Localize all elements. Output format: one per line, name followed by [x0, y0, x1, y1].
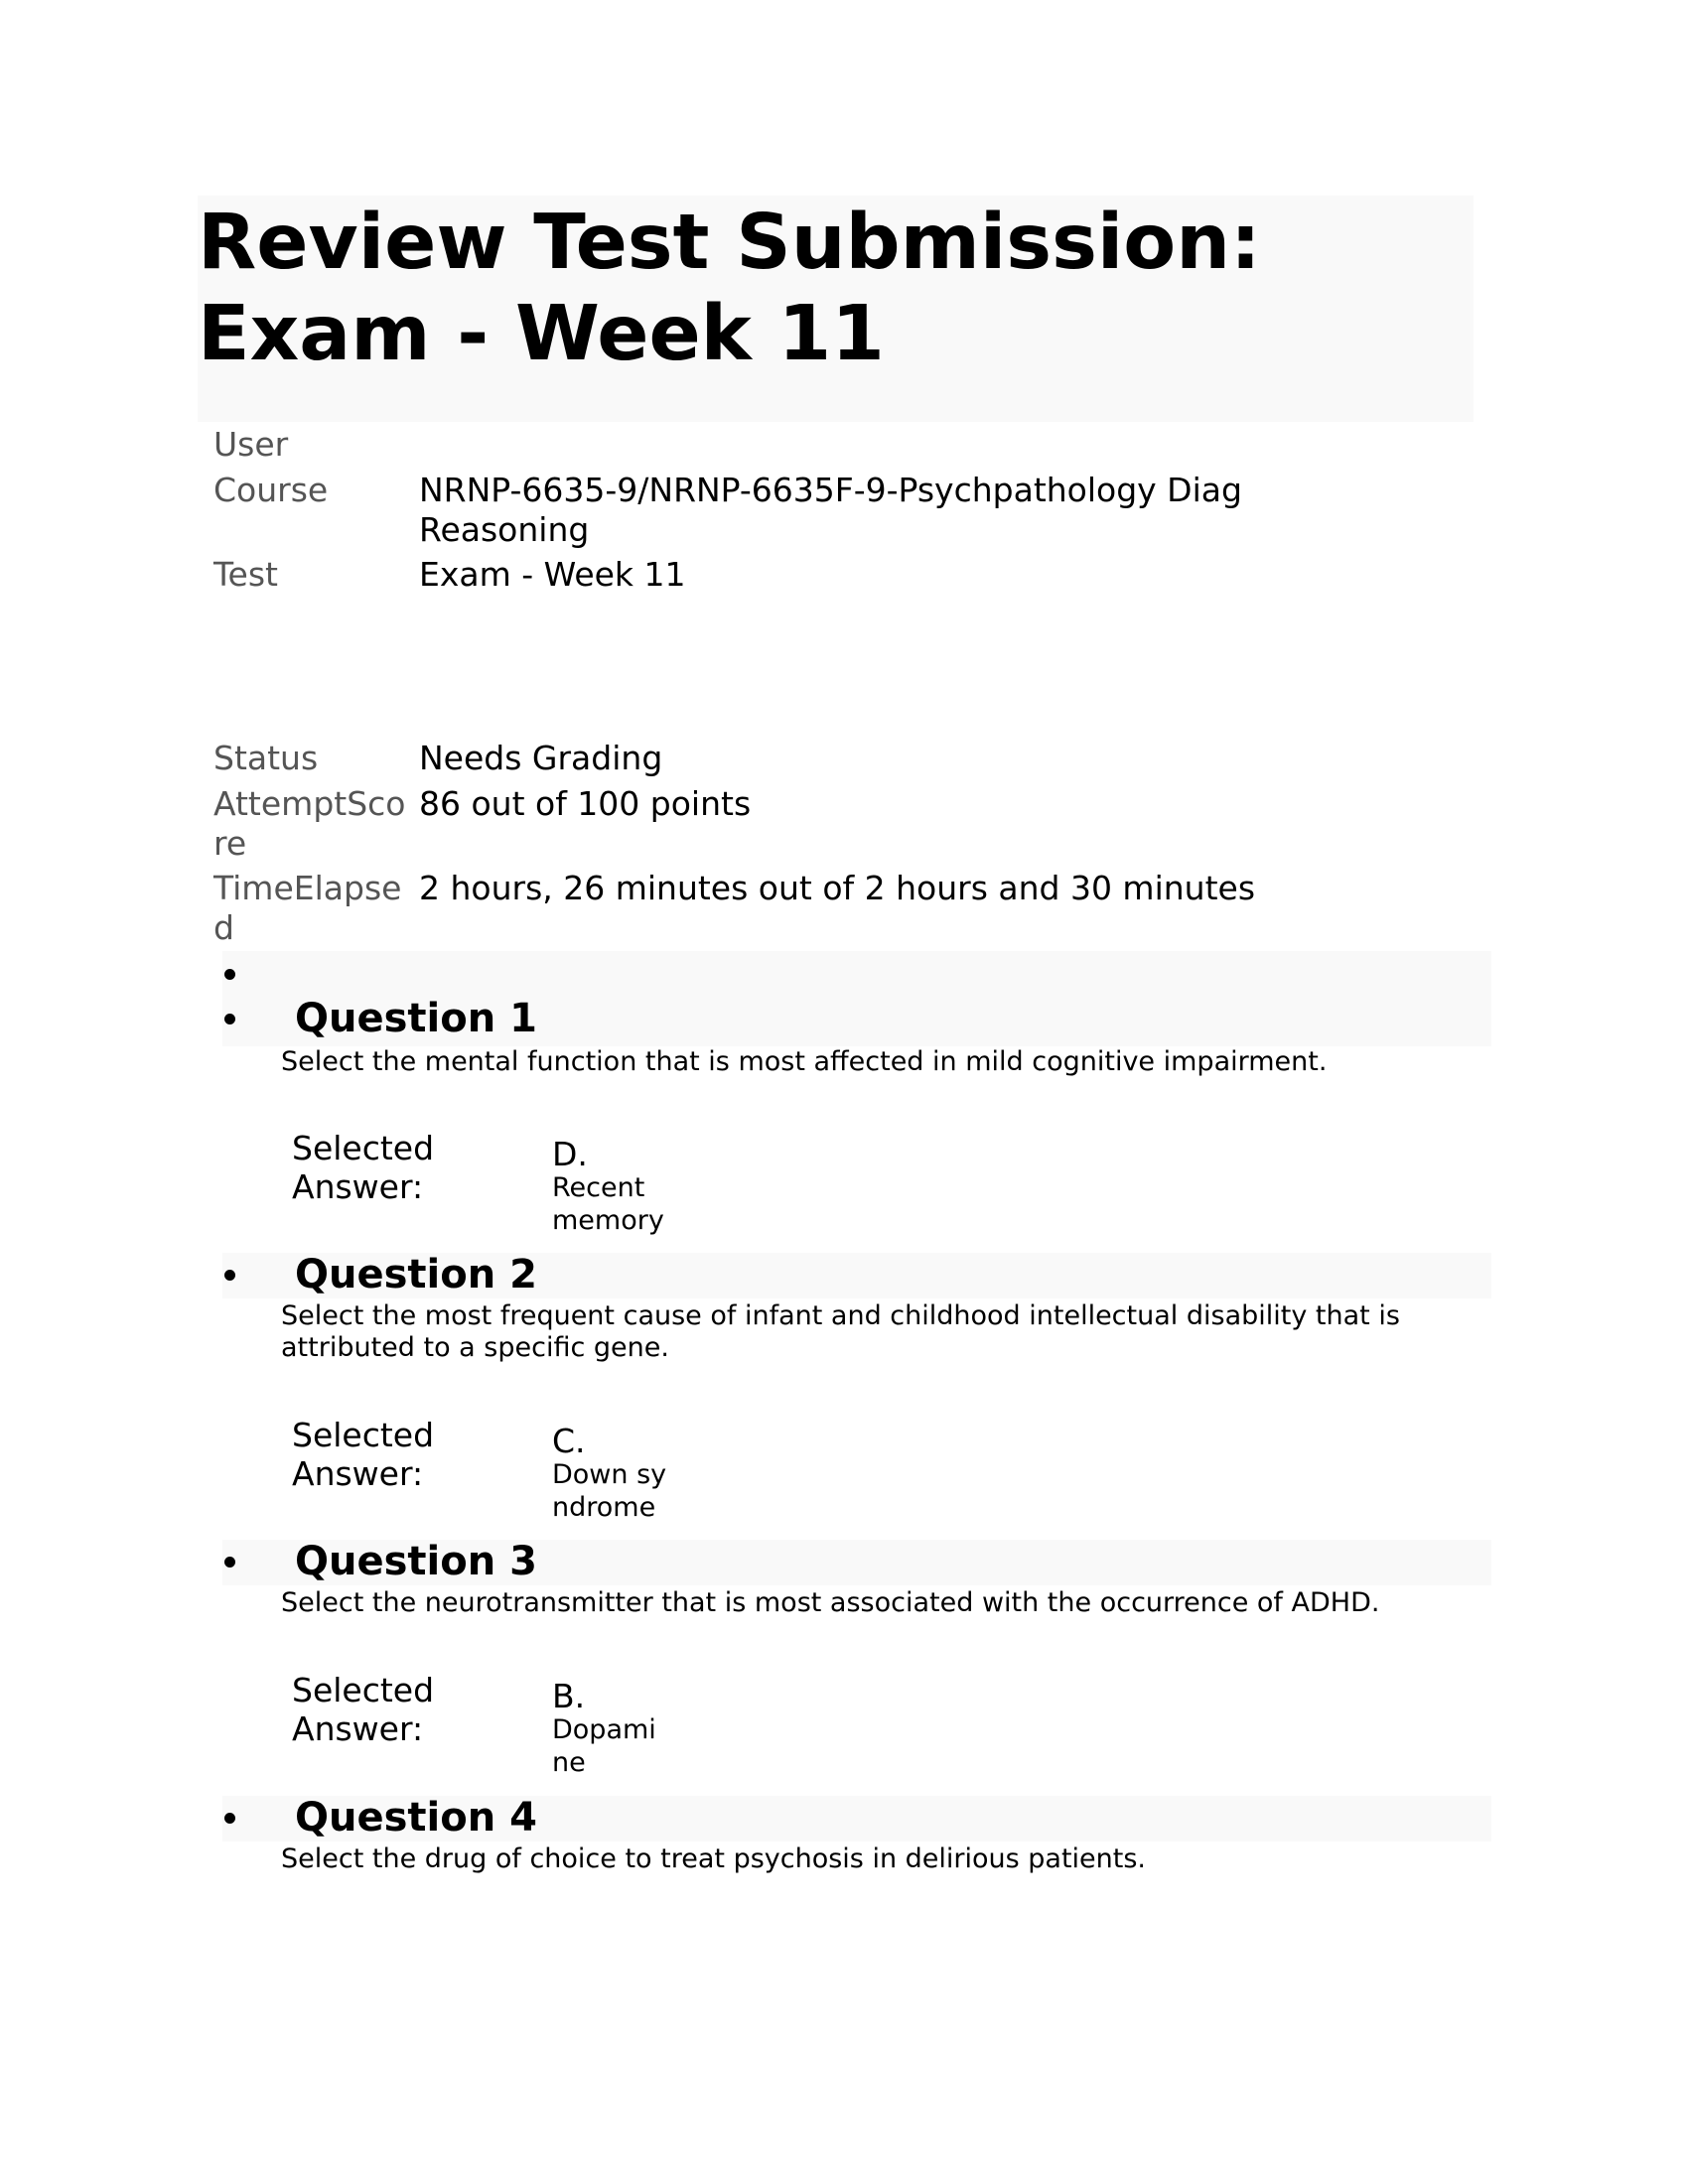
- page-title-box: [198, 196, 1474, 422]
- question-3-selected-answer: Dopamine: [552, 1714, 656, 1778]
- page-title-line-1: Review Test Submission:: [198, 199, 1261, 287]
- test-label: Test: [213, 555, 278, 594]
- course-value: NRNP-6635-9/NRNP-6635F-9-Psychpathology Diag Reasoning: [419, 471, 1242, 549]
- question-3-text: Select the neurotransmitter that is most associated with the occurrence of ADHD.: [281, 1587, 1380, 1618]
- user-label: User: [213, 425, 289, 464]
- time-elapsed-value: 2 hours, 26 minutes out of 2 hours and 30 minutes: [419, 869, 1256, 907]
- question-3-selected-label: Selected Answer:: [292, 1671, 435, 1748]
- bullet-icon: [224, 1014, 235, 1024]
- status-value: Needs Grading: [419, 739, 663, 777]
- question-2-title: Question 2: [295, 1252, 537, 1297]
- course-label: Course: [213, 471, 329, 509]
- time-elapsed-label: TimeElapsed: [213, 869, 402, 947]
- status-label: Status: [213, 739, 319, 777]
- question-4-text: Select the drug of choice to treat psychosis in delirious patients.: [281, 1843, 1147, 1874]
- question-1-selected-answer: Recent memory: [552, 1172, 664, 1236]
- question-2-selected-answer: Down syndrome: [552, 1459, 667, 1523]
- attempt-score-value: 86 out of 100 points: [419, 784, 752, 823]
- bullet-icon: [224, 969, 235, 980]
- bullet-icon: [224, 1557, 235, 1568]
- page-title-line-2: Exam - Week 11: [198, 290, 885, 378]
- question-1-text: Select the mental function that is most affected in mild cognitive impairment.: [281, 1046, 1328, 1077]
- bullet-icon: [224, 1270, 235, 1281]
- question-2-text: Select the most frequent cause of infant and childhood intellectual disability that is attributed to a specific gene.: [281, 1300, 1400, 1363]
- question-1-selected-letter: D.: [552, 1135, 588, 1173]
- question-4-title: Question 4: [295, 1795, 537, 1841]
- question-1-selected-label: Selected Answer:: [292, 1129, 435, 1206]
- page-title: [198, 198, 1261, 380]
- attempt-score-label: AttemptScore: [213, 784, 406, 863]
- question-1-title: Question 1: [295, 996, 537, 1041]
- question-2-selected-letter: C.: [552, 1422, 586, 1460]
- bullet-icon: [224, 1813, 235, 1824]
- question-3-selected-letter: B.: [552, 1677, 586, 1715]
- question-2-selected-label: Selected Answer:: [292, 1416, 435, 1493]
- test-value: Exam - Week 11: [419, 555, 686, 594]
- question-3-title: Question 3: [295, 1539, 537, 1584]
